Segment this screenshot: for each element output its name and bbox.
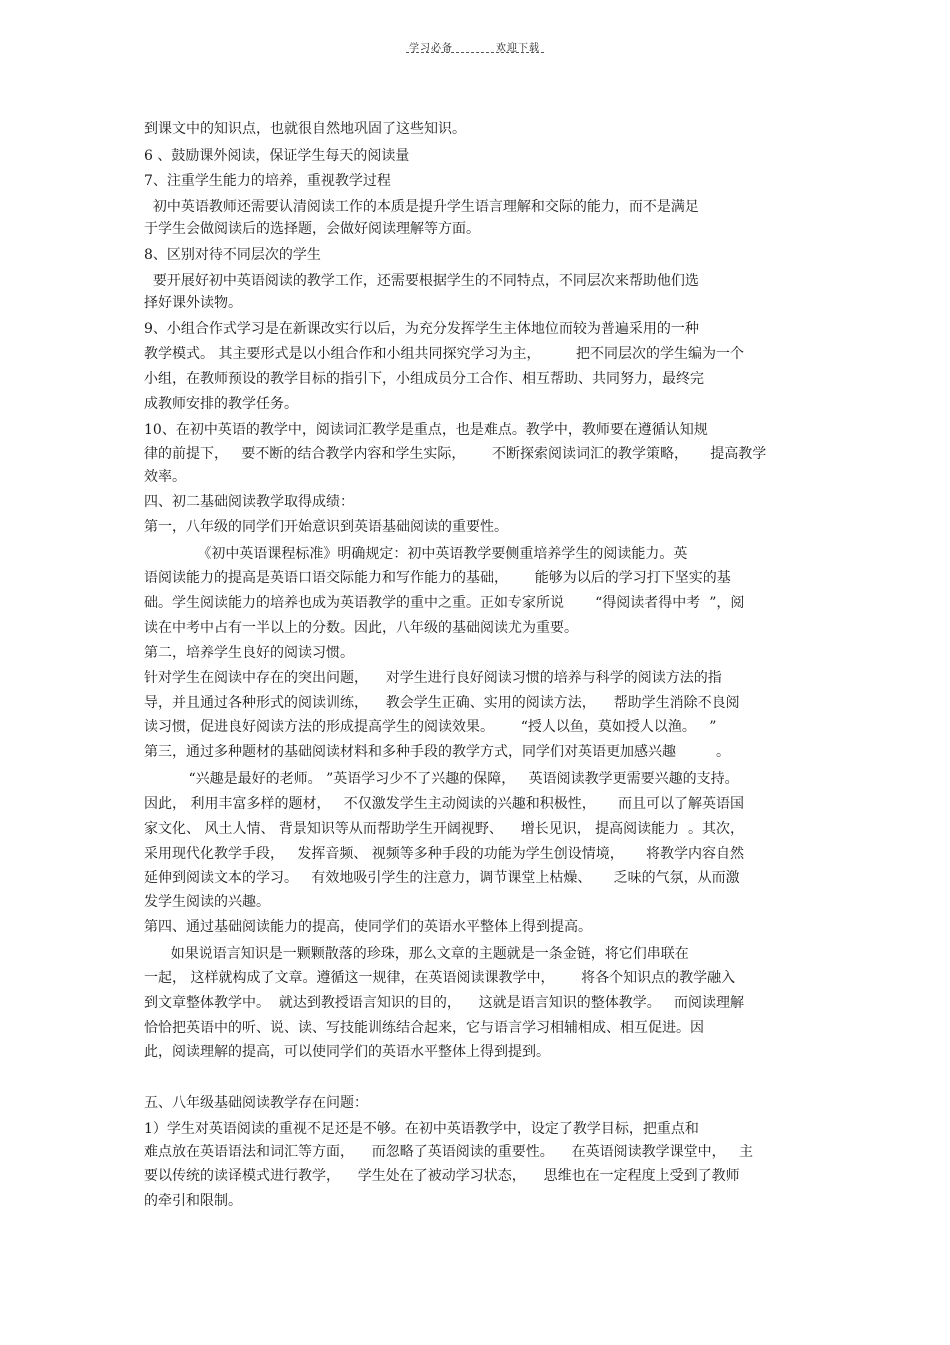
text-line: 《初中英语课程标准》明确规定：初中英语教学要侧重培养学生的阅读能力。英 bbox=[144, 546, 688, 562]
text-line: 延伸到阅读文本的学习。 有效地吸引学生的注意力，调节课堂上枯燥、 乏味的气氛，从而激 bbox=[144, 870, 740, 886]
text-line: 第四、通过基础阅读能力的提高，使同学们的英语水平整体上得到提高。 bbox=[144, 919, 592, 935]
text-line: 语阅读能力的提高是英语口语交际能力和写作能力的基础， 能够为以后的学习打下坚实的基 bbox=[144, 570, 731, 586]
text-line: 初中英语教师还需要认清阅读工作的本质是提升学生语言理解和交际的能力，而不是满足 bbox=[144, 199, 699, 215]
text-line: 读习惯，促进良好阅读方法的形成提高学生的阅读效果。 “授人以鱼，莫如授人以渔。 ” bbox=[144, 719, 717, 735]
text-line: 10、在初中英语的教学中，阅读词汇教学是重点，也是难点。教学中，教师要在遵循认知规 bbox=[144, 422, 708, 438]
text-line: 第一，八年级的同学们开始意识到英语基础阅读的重要性。 bbox=[144, 519, 508, 535]
text-line: 的牵引和限制。 bbox=[144, 1193, 242, 1209]
text-line: 础。学生阅读能力的培养也成为英语教学的重中之重。正如专家所说 “得阅读者得中考 ”，阅 bbox=[144, 595, 745, 611]
text-line: 1）学生对英语阅读的重视不足还是不够。在初中英语教学中，设定了教学目标，把重点和 bbox=[144, 1121, 699, 1137]
text-line: 此，阅读理解的提高，可以使同学们的英语水平整体上得到提到。 bbox=[144, 1044, 550, 1060]
text-line: 教学模式。 其主要形式是以小组合作和小组共同探究学习为主， 把不同层次的学生编为一个 bbox=[144, 346, 745, 362]
text-line: 成教师安排的教学任务。 bbox=[144, 396, 298, 412]
text-line: 效率。 bbox=[144, 469, 186, 485]
text-line: 到文章整体教学中。 就达到教授语言知识的目的， 这就是语言知识的整体教学。 而阅读理解 bbox=[144, 995, 745, 1011]
text-line: 难点放在英语语法和词汇等方面， 而忽略了英语阅读的重要性。 在英语阅读教学课堂中， 主 bbox=[144, 1144, 753, 1160]
text-line: 到课文中的知识点，也就很自然地巩固了这些知识。 bbox=[144, 121, 466, 137]
text-line: 采用现代化教学手段， 发挥音频、 视频等多种手段的功能为学生创设情境， 将教学内容自然 bbox=[144, 846, 745, 862]
text-line: 导，并且通过各种形式的阅读训练， 教会学生正确、实用的阅读方法， 帮助学生消除不良阅 bbox=[144, 695, 740, 711]
text-line: 于学生会做阅读后的选择题，会做好阅读理解等方面。 bbox=[144, 221, 480, 237]
text-line: 如果说语言知识是一颗颗散落的珍珠，那么文章的主题就是一条金链，将它们串联在 bbox=[144, 946, 689, 962]
header-left: 学习必备 bbox=[409, 43, 453, 54]
text-line: 家文化、 风土人情、 背景知识等从而帮助学生开阔视野、 增长见识， 提高阅读能力 。其次， bbox=[144, 821, 745, 837]
text-line: “兴趣是最好的老师。 ”英语学习少不了兴趣的保障， 英语阅读教学更需要兴趣的支持。 bbox=[144, 771, 739, 787]
text-line: 发学生阅读的兴趣。 bbox=[144, 894, 270, 910]
text-line: 小组，在教师预设的教学目标的指引下，小组成员分工合作、相互帮助、共同努力，最终完 bbox=[144, 371, 704, 387]
text-line: 因此， 利用丰富多样的题材， 不仅激发学生主动阅读的兴趣和积极性， 而且可以了解英语国 bbox=[144, 796, 745, 812]
text-line: 要开展好初中英语阅读的教学工作，还需要根据学生的不同特点，不同层次来帮助他们选 bbox=[144, 273, 699, 289]
header-right: 欢迎下载 bbox=[496, 43, 540, 54]
text-line: 一起， 这样就构成了文章。遵循这一规律，在英语阅读课教学中， 将各个知识点的教学融入 bbox=[144, 970, 736, 986]
text-line: 恰恰把英语中的听、说、读、写技能训练结合起来，它与语言学习相辅相成、相互促进。因 bbox=[144, 1020, 704, 1036]
text-line: 6 、鼓励课外阅读，保证学生每天的阅读量 bbox=[144, 148, 410, 164]
text-line: 针对学生在阅读中存在的突出问题， 对学生进行良好阅读习惯的培养与科学的阅读方法的指 bbox=[144, 670, 722, 686]
text-line: 第二，培养学生良好的阅读习惯。 bbox=[144, 645, 354, 661]
text-line: 五、八年级基础阅读教学存在问题： bbox=[144, 1095, 368, 1111]
text-line: 8、区别对待不同层次的学生 bbox=[144, 247, 321, 263]
text-line: 第三，通过多种题材的基础阅读材料和多种手段的教学方式，同学们对英语更加感兴趣 。 bbox=[144, 744, 731, 760]
text-line: 择好课外读物。 bbox=[144, 295, 242, 311]
text-line: 要以传统的读译模式进行教学， 学生处在了被动学习状态， 思维也在一定程度上受到了教师 bbox=[144, 1168, 740, 1184]
text-line: 7、注重学生能力的培养，重视教学过程 bbox=[144, 173, 391, 189]
text-line: 读在中考中占有一半以上的分数。因此，八年级的基础阅读尤为重要。 bbox=[144, 620, 578, 636]
text-line: 四、初二基础阅读教学取得成绩： bbox=[144, 494, 354, 510]
text-line: 9、小组合作式学习是在新课改实行以后，为充分发挥学生主体地位而较为普遍采用的一种 bbox=[144, 321, 699, 337]
header-divider bbox=[406, 52, 544, 53]
text-line: 律的前提下， 要不断的结合教学内容和学生实际， 不断探索阅读词汇的教学策略， 提高教学 bbox=[144, 446, 767, 462]
